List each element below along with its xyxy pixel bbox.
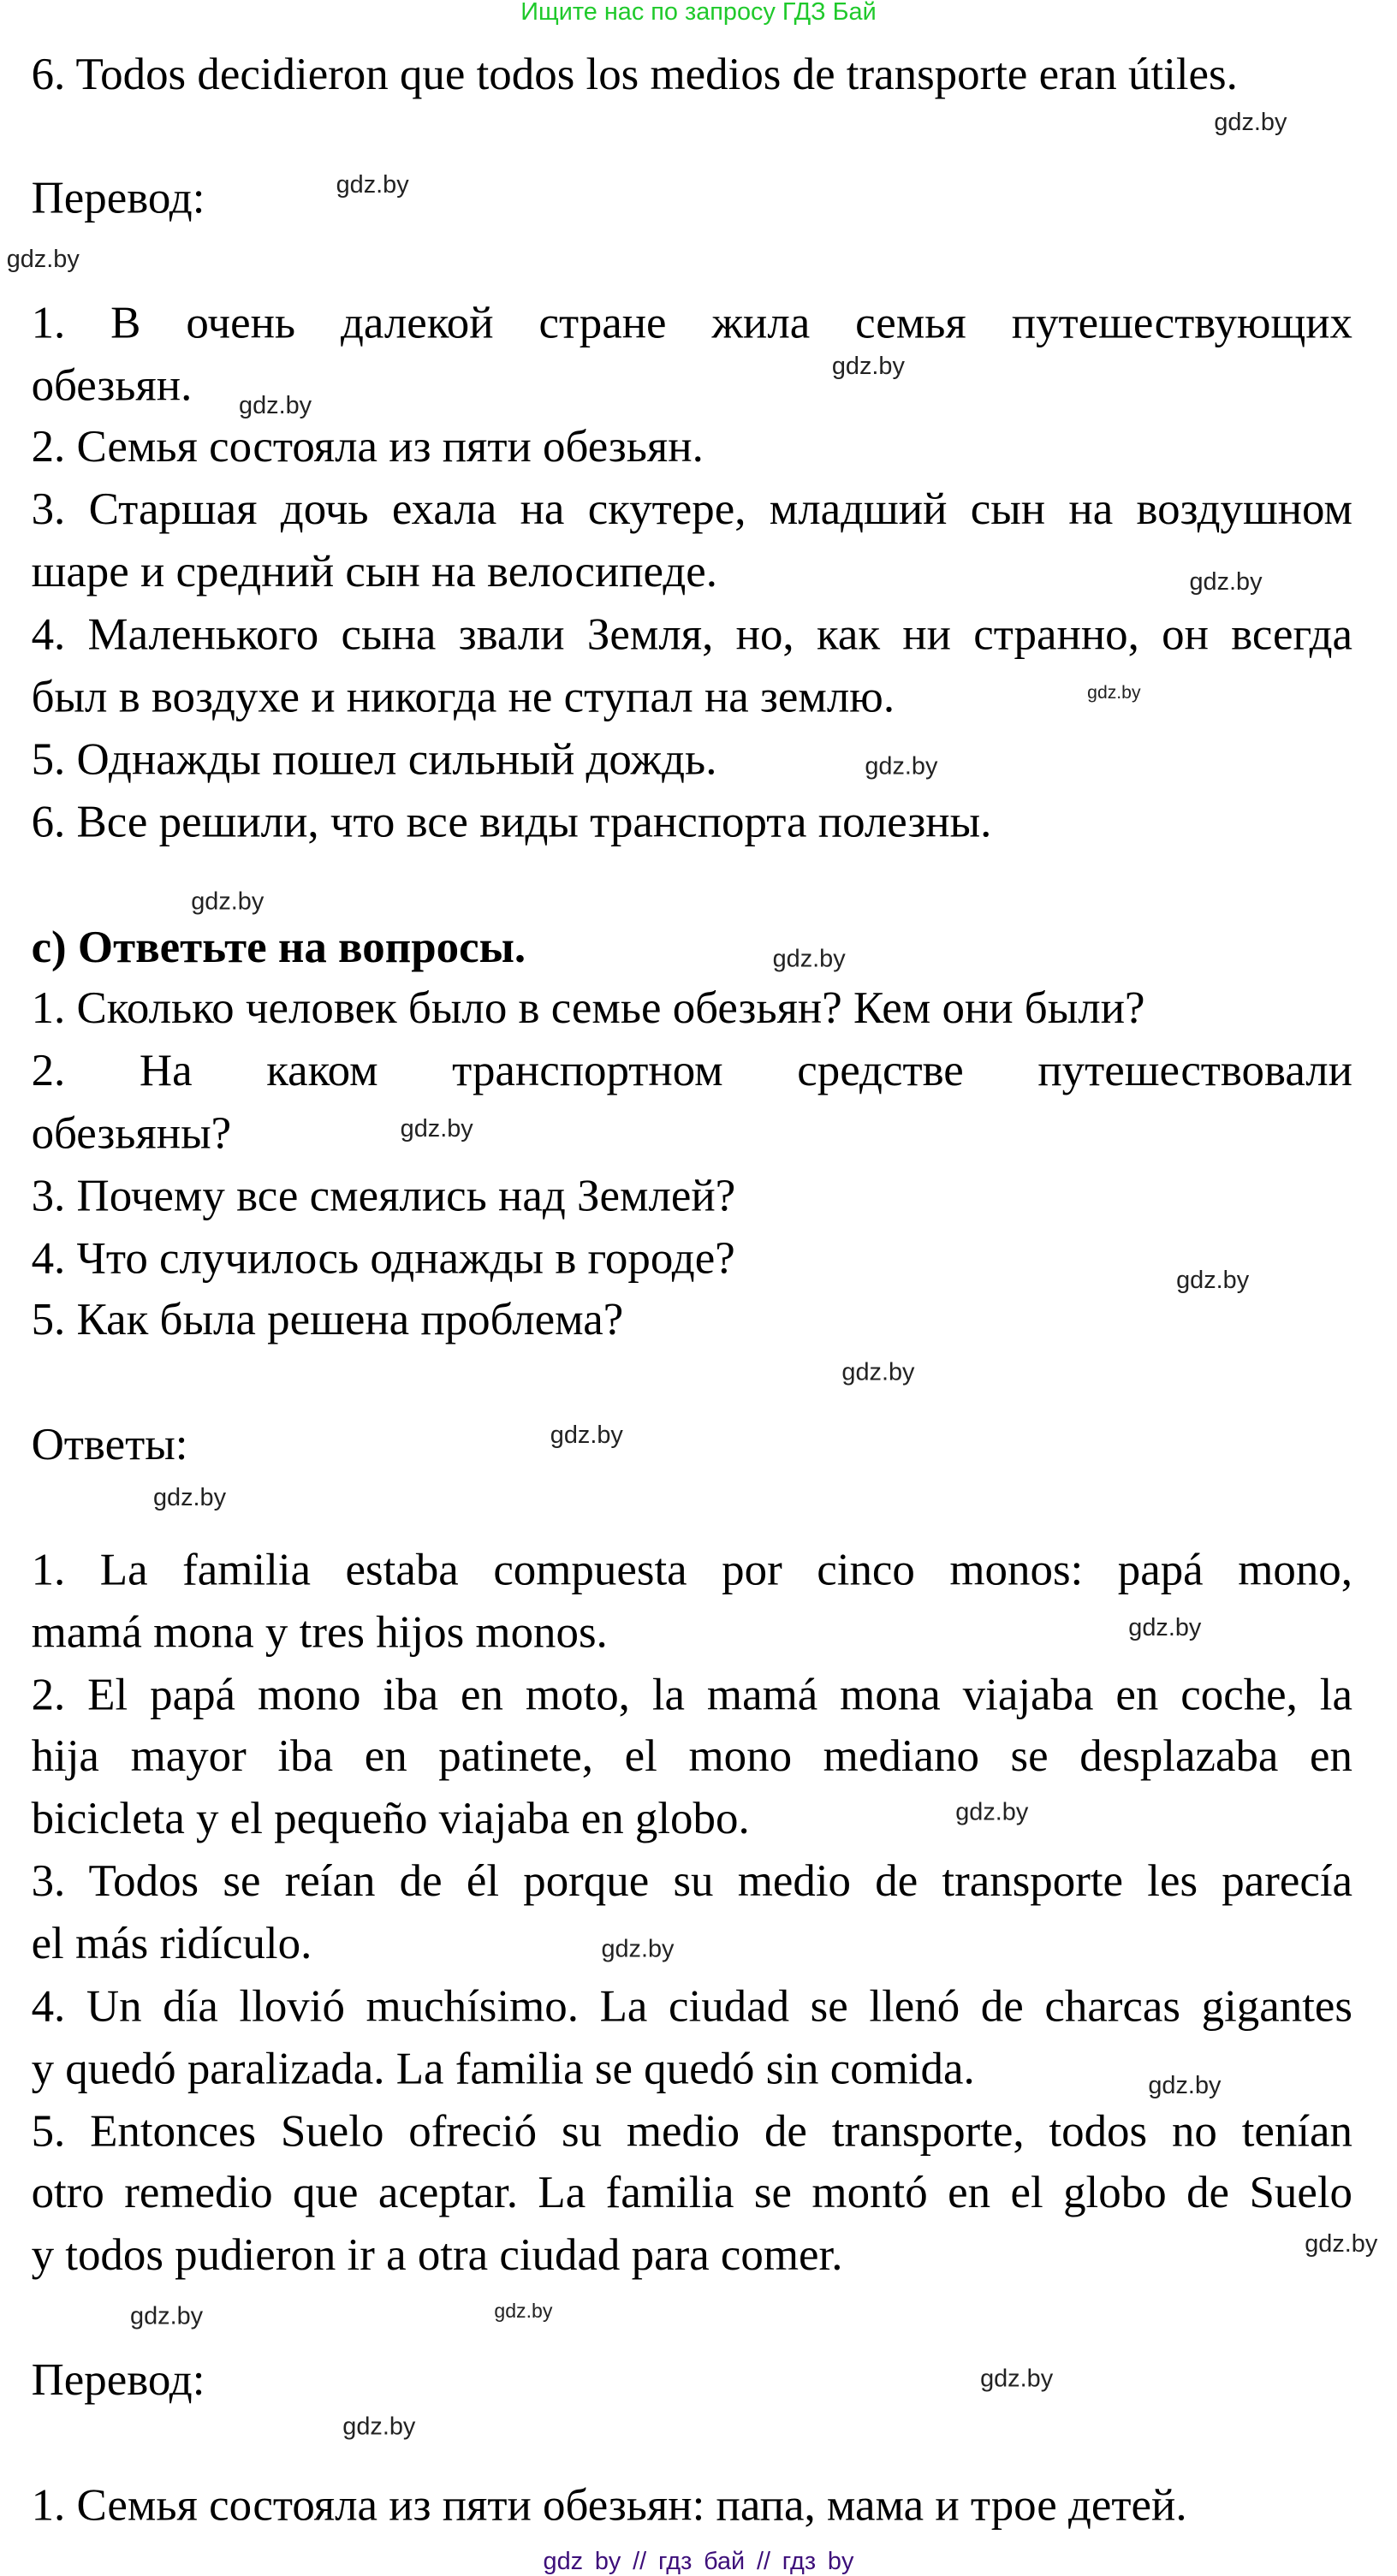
text-line: y quedó paralizada. La familia se quedó sin comida. xyxy=(31,2042,975,2094)
watermark: gdz.by xyxy=(1128,1614,1202,1642)
watermark: gdz.by xyxy=(1148,2072,1222,2100)
watermark: gdz.by xyxy=(1189,567,1263,597)
text-line: 1. La familia estaba compuesta por cinco monos: papá mono, xyxy=(31,1543,1353,1594)
watermark: gdz.by xyxy=(239,392,312,420)
section-heading: Ответы: xyxy=(31,1417,188,1469)
watermark: gdz.by xyxy=(1305,2229,1378,2258)
watermark: gdz.by xyxy=(1087,683,1141,703)
text-line: 2. Семья состояла из пяти обезьян. xyxy=(31,419,704,472)
watermark: gdz.by xyxy=(130,2302,204,2331)
watermark: gdz.by xyxy=(980,2365,1054,2394)
footer-links[interactable]: gdz by // гдз бай // гдз by xyxy=(543,2548,854,2576)
watermark: gdz.by xyxy=(1176,1266,1250,1295)
watermark: gdz.by xyxy=(831,352,905,381)
text-line: 2. El papá mono iba en moto, la mamá mona viajaba en coche, la xyxy=(31,1668,1353,1720)
text-line: 6. Все решили, что все виды транспорта полезны. xyxy=(31,795,992,847)
text-line: 1. В очень далекой стране жила семья путешествующих xyxy=(31,296,1353,348)
text-line: mamá mona y tres hijos monos. xyxy=(31,1606,608,1658)
text-line: шаре и средний сын на велосипеде. xyxy=(31,545,717,597)
text-line: 5. Однажды пошел сильный дождь. xyxy=(31,733,717,785)
watermark: gdz.by xyxy=(1214,109,1287,137)
watermark: gdz.by xyxy=(191,887,265,917)
text-line: hija mayor iba en patinete, el mono mediano se desplazaba en xyxy=(31,1729,1353,1781)
watermark: gdz.by xyxy=(336,171,409,199)
text-line: 4. Un día llovió muchísimo. La ciudad se llenó de charcas gigantes xyxy=(31,1979,1353,2031)
text-line: 5. Entonces Suelo ofreció su medio de transporte, todos no tenían xyxy=(31,2104,1353,2157)
watermark: gdz.by xyxy=(841,1358,915,1387)
text-line: 1. Сколько человек было в семье обезьян? Кем они были? xyxy=(31,982,1145,1033)
text-line: 4. Что случилось однажды в городе? xyxy=(31,1232,735,1284)
text-line: 4. Маленького сына звали Земля, но, как ни странно, он всегда xyxy=(31,608,1353,659)
text-line: обезьяны? xyxy=(31,1107,232,1158)
text-line: y todos pudieron ir a otra ciudad para comer. xyxy=(31,2228,843,2280)
watermark: gdz.by xyxy=(342,2413,416,2442)
text-line: 2. На каком транспортном средстве путешествовали xyxy=(31,1044,1353,1095)
watermark: gdz.by xyxy=(865,752,938,781)
text-line: 6. Todos decidieron que todos los medios de transporte eran útiles. xyxy=(31,47,1238,99)
text-line: bicicleta y el pequeño viajaba en globo. xyxy=(31,1791,750,1843)
text-line: 5. Как была решена проблема? xyxy=(31,1292,624,1344)
watermark: gdz.by xyxy=(6,245,80,274)
text-line: 3. Почему все смеялись над Землей? xyxy=(31,1169,736,1221)
text-line: был в воздухе и никогда не ступал на землю. xyxy=(31,670,895,721)
watermark: gdz.by xyxy=(152,1483,227,1512)
watermark: gdz.by xyxy=(772,945,846,974)
text-line: 3. Старшая дочь ехала на скутере, младший сын на воздушном xyxy=(31,482,1353,534)
watermark: gdz.by xyxy=(550,1421,623,1450)
section-heading: c) Ответьте на вопросы. xyxy=(31,920,526,972)
text-line: 3. Todos se reían de él porque su medio de transporte les parecía xyxy=(31,1854,1353,1906)
section-heading: Перевод: xyxy=(31,171,205,223)
section-heading: Перевод: xyxy=(31,2353,205,2405)
text-line: el más ridículo. xyxy=(31,1917,312,1968)
text-line: 1. Семья состояла из пяти обезьян: папа, мама и трое детей. xyxy=(31,2478,1187,2531)
watermark: gdz.by xyxy=(400,1114,473,1143)
text-line: обезьян. xyxy=(31,359,193,411)
watermark: gdz.by xyxy=(494,2299,553,2323)
watermark: gdz.by xyxy=(601,1935,675,1964)
text-line: otro remedio que aceptar. La familia se montó en el globo de Suelo xyxy=(31,2165,1353,2217)
watermark: gdz.by xyxy=(955,1798,1029,1827)
header-banner[interactable]: Ищите нас по запросу ГДЗ Бай xyxy=(520,0,877,27)
